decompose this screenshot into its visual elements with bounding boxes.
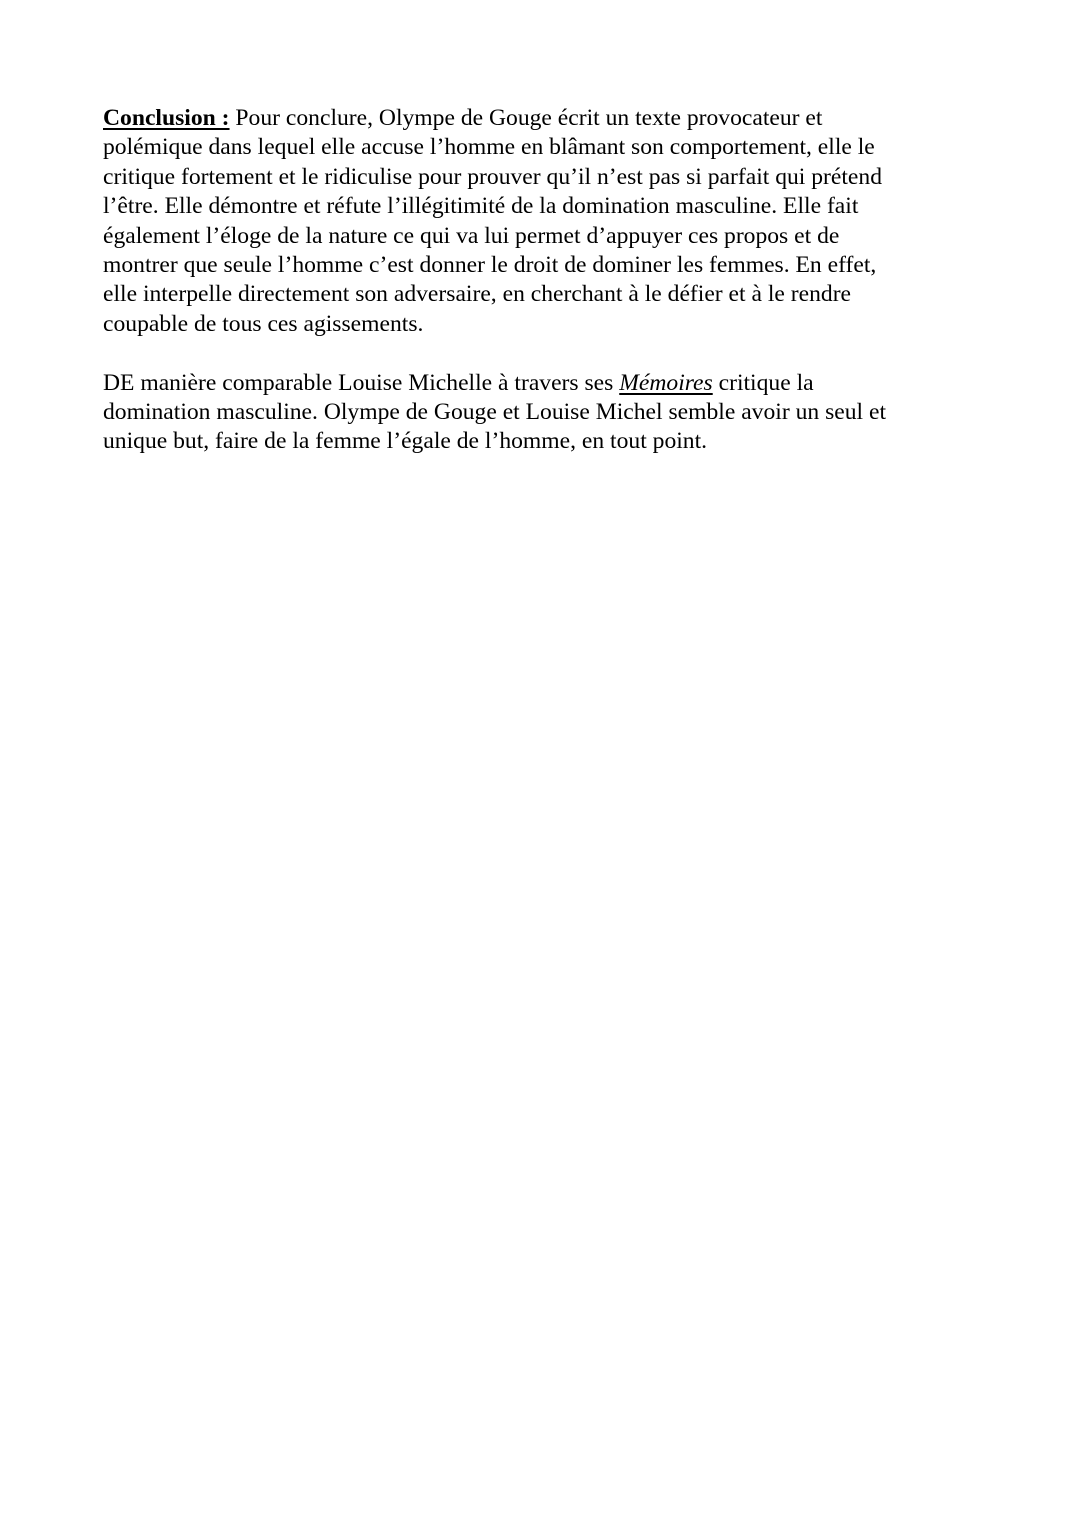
memoires-title: Mémoires [619,369,713,396]
opening-text-start: DE manière comparable Louise Michelle à travers ses [103,369,620,396]
document-body [103,104,963,457]
conclusion-paragraph [103,104,963,339]
opening-text-end: critique la domination masculine. Olympe de Gouge et Louise Michel semble avoir un seul et unique but, faire de la femme l’égale de l’homme, en tout point. [103,369,886,455]
conclusion-heading: Conclusion : [103,105,230,131]
conclusion-text: Pour conclure, Olympe de Gouge écrit un texte provocateur et polémique dans lequel elle accuse l’homme en blâmant son comportement, elle le critique fortement et le ridiculise pour prouver qu’il n’est pas si parfait qui prétend l’être. Elle démontre et réfute l’illégitimité de la domination masculine. Elle fait également l’éloge de la nature ce qui va lui permet d’appuyer ces propos et de montrer que seule l’homme c’est donner le droit de dominer les femmes. En effet, elle interpelle directement son adversaire, en cherchant à le défier et à le rendre coupable de tous ces agissements. [103,105,882,337]
opening-paragraph [103,369,963,457]
